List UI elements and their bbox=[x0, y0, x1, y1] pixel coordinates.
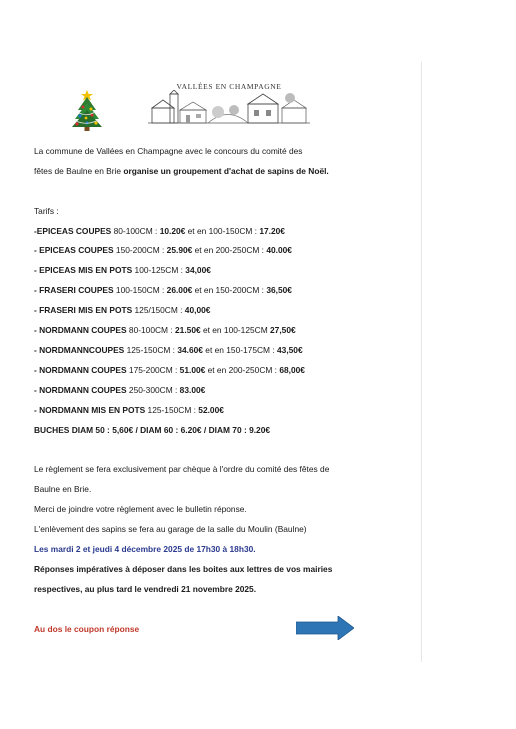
price-value: 34.60€ bbox=[177, 345, 203, 355]
price-row bbox=[34, 345, 303, 356]
price-value: 40,00€ bbox=[184, 305, 211, 315]
price-row bbox=[34, 385, 205, 396]
price-product: - NORDMANN COUPES bbox=[34, 325, 127, 335]
price-size: 100-150CM : bbox=[113, 285, 167, 295]
intro-line-2-start: fêtes de Baulne en Brie bbox=[34, 166, 124, 176]
price-product: - FRASERI COUPES bbox=[34, 285, 114, 295]
coupon-label: Au dos le coupon réponse bbox=[34, 624, 140, 634]
price-value-2: 40.00€ bbox=[266, 245, 292, 255]
price-row bbox=[34, 226, 285, 237]
price-product: - EPICEAS COUPES bbox=[34, 245, 114, 255]
intro-line-2 bbox=[34, 166, 329, 177]
price-value-2: 27,50€ bbox=[270, 325, 296, 335]
pickup-dates: Les mardi 2 et jeudi 4 décembre 2025 de 17h30 à 18h30. bbox=[34, 544, 256, 554]
christmas-tree-icon bbox=[70, 88, 104, 132]
right-arrow-icon bbox=[296, 616, 354, 640]
responses-line-1: Réponses impératives à déposer dans les boites aux lettres de vos mairies bbox=[34, 564, 333, 574]
price-row bbox=[34, 325, 296, 336]
price-value: 25.90€ bbox=[166, 245, 193, 255]
price-size: 80-100CM : bbox=[111, 226, 160, 236]
price-size-2: et en 100-125CM bbox=[200, 325, 271, 335]
buches-price-50: 5,60€ bbox=[112, 425, 134, 435]
price-value: 34,00€ bbox=[185, 265, 211, 275]
buches-diam-60: / DIAM 60 : bbox=[133, 425, 181, 435]
price-product: - NORDMANNCOUPES bbox=[34, 345, 125, 355]
price-value-2: 43,50€ bbox=[277, 345, 303, 355]
responses-line-2: respectives, au plus tard le vendredi 21 novembre 2025. bbox=[34, 584, 257, 594]
price-size: 125-150CM : bbox=[124, 345, 178, 355]
buches-price-60: 6.20€ bbox=[180, 425, 202, 435]
price-size: 100-125CM : bbox=[132, 265, 186, 275]
intro-line-2-bold: organise un groupement d'achat de sapins de Noël. bbox=[123, 166, 329, 176]
price-value: 52.00€ bbox=[198, 405, 224, 415]
page-edge-line bbox=[421, 62, 422, 662]
price-size-2: et en 100-150CM : bbox=[185, 226, 260, 236]
price-value: 21.50€ bbox=[175, 325, 201, 335]
price-size-2: et en 150-175CM : bbox=[202, 345, 277, 355]
buches-row bbox=[34, 425, 270, 436]
price-value-2: 36,50€ bbox=[266, 285, 292, 295]
price-row bbox=[34, 405, 224, 416]
price-row bbox=[34, 245, 292, 256]
payment-line-2: Baulne en Brie. bbox=[34, 484, 92, 494]
price-product: - EPICEAS MIS EN POTS bbox=[34, 265, 133, 275]
price-value: 26.00€ bbox=[166, 285, 193, 295]
buches-diam-50: BUCHES DIAM 50 : bbox=[34, 425, 113, 435]
tarifs-label: Tarifs : bbox=[34, 206, 59, 216]
price-size: 150-200CM : bbox=[113, 245, 167, 255]
price-size: 250-300CM : bbox=[126, 385, 180, 395]
price-product: - NORDMANN COUPES bbox=[34, 365, 127, 375]
price-size-2: et en 200-250CM : bbox=[192, 245, 267, 255]
price-product: - NORDMANN COUPES bbox=[34, 385, 127, 395]
buches-diam-70: / DIAM 70 : bbox=[201, 425, 250, 435]
intro-line-1: La commune de Vallées en Champagne avec le concours du comité des bbox=[34, 146, 303, 156]
price-value: 83.00€ bbox=[179, 385, 206, 395]
price-size-2: et en 200-250CM : bbox=[205, 365, 280, 375]
logo-title: VALLÉES EN CHAMPAGNE bbox=[176, 82, 282, 91]
price-product: -EPICEAS COUPES bbox=[34, 226, 112, 236]
price-size-2: et en 150-200CM : bbox=[192, 285, 267, 295]
price-size: 125-150CM : bbox=[145, 405, 199, 415]
price-row bbox=[34, 265, 211, 276]
price-value: 51.00€ bbox=[179, 365, 206, 375]
price-size: 175-200CM : bbox=[126, 365, 180, 375]
price-size: 125/150CM : bbox=[132, 305, 185, 315]
payment-line-1: Le règlement se fera exclusivement par chèque à l'ordre du comité des fêtes de bbox=[34, 464, 330, 474]
price-value-2: 17.20€ bbox=[259, 226, 285, 236]
price-row bbox=[34, 285, 292, 296]
price-value-2: 68,00€ bbox=[279, 365, 305, 375]
price-row bbox=[34, 305, 210, 316]
price-value: 10.20€ bbox=[159, 226, 186, 236]
payment-line-3: Merci de joindre votre règlement avec le bulletin réponse. bbox=[34, 504, 247, 514]
buches-price-70: 9.20€ bbox=[249, 425, 271, 435]
village-logo bbox=[148, 82, 310, 126]
village-sketch bbox=[148, 90, 310, 126]
price-row bbox=[34, 365, 305, 376]
price-size: 80-100CM : bbox=[126, 325, 176, 335]
pickup-location: L'enlèvement des sapins se fera au garage de la salle du Moulin (Baulne) bbox=[34, 524, 307, 534]
price-product: - FRASERI MIS EN POTS bbox=[34, 305, 133, 315]
price-product: - NORDMANN MIS EN POTS bbox=[34, 405, 146, 415]
